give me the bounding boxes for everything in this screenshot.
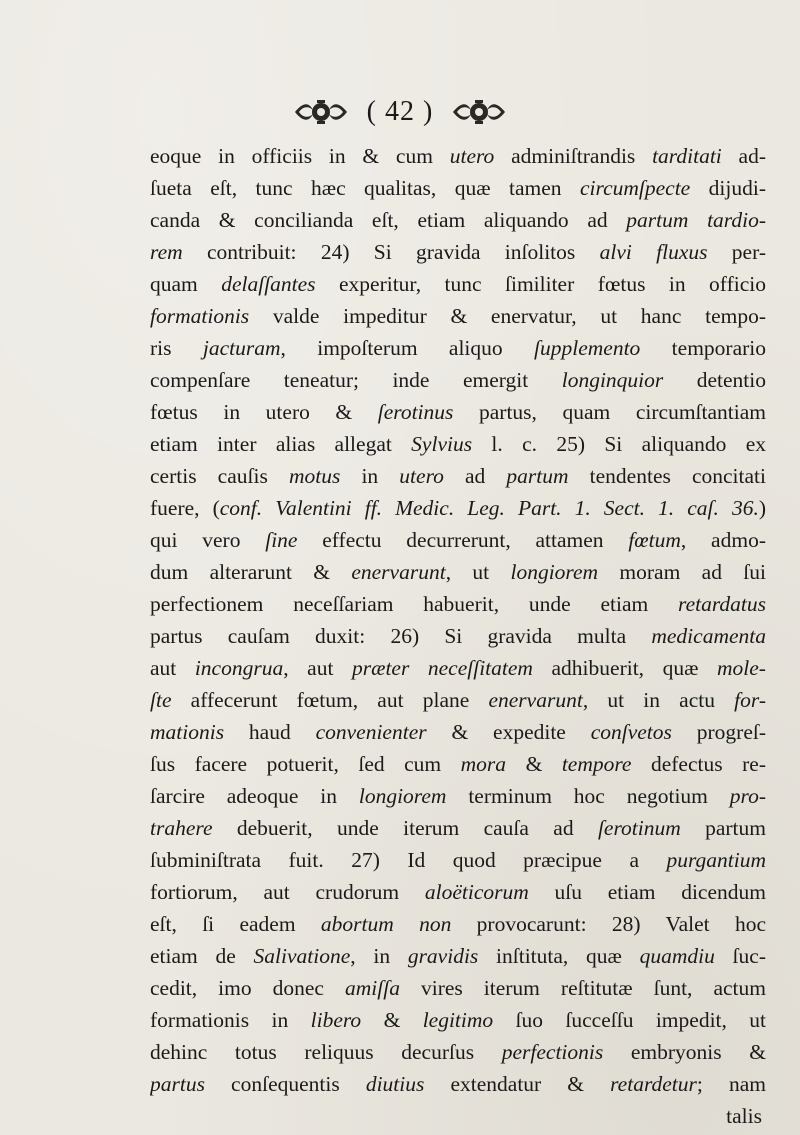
text-run: valde impeditur & enervatur, ut hanc tempo-	[249, 304, 766, 328]
italic-run: legitimo	[422, 1008, 494, 1032]
text-line	[150, 748, 766, 780]
text-line	[150, 556, 766, 588]
text-line	[150, 524, 766, 556]
text-run: , in	[350, 944, 408, 968]
italic-run: aloëticorum	[424, 880, 529, 904]
text-run: formationis in	[150, 1008, 311, 1032]
ornament-right-icon	[449, 98, 509, 126]
text-line	[150, 812, 766, 844]
italic-run: retardetur	[610, 1072, 697, 1096]
italic-run: ſerotinus	[377, 400, 454, 424]
text-run: )	[758, 496, 766, 520]
text-run: , ut in actu	[582, 688, 735, 712]
text-run: ſuc-	[714, 944, 766, 968]
text-run: certis cauſis	[150, 464, 289, 488]
page-header	[0, 92, 800, 132]
italic-run: purgantium	[666, 848, 766, 872]
italic-run: gravidis	[407, 944, 479, 968]
text-run: eoque in officiis in & cum	[150, 144, 450, 168]
text-run: dijudi-	[690, 176, 766, 200]
text-line	[150, 140, 766, 172]
text-run: qui vero	[150, 528, 266, 552]
text-run: conſequentis	[204, 1072, 366, 1096]
text-run: ad-	[721, 144, 766, 168]
ornament-left-icon	[291, 98, 351, 126]
italic-run: ſte	[150, 688, 172, 712]
italic-run: longiorem	[358, 784, 447, 808]
italic-run: motus	[288, 464, 341, 488]
text-line	[150, 204, 766, 236]
text-run: progreſ-	[671, 720, 766, 744]
page-number: ( 42 )	[366, 96, 434, 127]
italic-run: mationis	[150, 720, 225, 744]
italic-run: tempore	[561, 752, 632, 776]
italic-run: libero	[310, 1008, 362, 1032]
text-line	[150, 492, 766, 524]
text-line	[150, 652, 766, 684]
text-run: moram ad ſui	[598, 560, 766, 584]
text-run: ad	[443, 464, 507, 488]
text-run: aut	[150, 656, 195, 680]
text-line	[150, 460, 766, 492]
text-line	[150, 1004, 766, 1036]
text-line	[150, 268, 766, 300]
text-run: detentio	[663, 368, 766, 392]
italic-run: partum	[506, 464, 569, 488]
italic-run: formationis	[150, 304, 250, 328]
text-run: ris	[150, 336, 203, 360]
text-line	[150, 780, 766, 812]
text-run: tendentes concitati	[568, 464, 766, 488]
text-run: inſtituta, quæ	[478, 944, 640, 968]
text-run: l. c. 25) Si aliquando ex	[472, 432, 766, 456]
text-run: experitur, tunc ſimiliter fœtus in officio	[315, 272, 766, 296]
text-run: dehinc totus reliquus decurſus	[150, 1040, 502, 1064]
italic-run: enervarunt	[351, 560, 446, 584]
text-run: canda & concilianda eſt, etiam aliquando ad	[150, 208, 627, 232]
text-line	[150, 620, 766, 652]
italic-run: mora	[460, 752, 507, 776]
text-line	[150, 940, 766, 972]
text-run: vires iterum reſtitutæ ſunt, actum	[399, 976, 766, 1000]
text-line	[150, 588, 766, 620]
text-line	[150, 172, 766, 204]
italic-run: mole-	[717, 656, 766, 680]
text-run: ſueta eſt, tunc hæc qualitas, quæ tamen	[150, 176, 580, 200]
text-run: compenſare teneatur; inde emergit	[150, 368, 562, 392]
text-run: dum alterarunt &	[150, 560, 352, 584]
text-line	[150, 716, 766, 748]
text-line	[150, 1068, 766, 1100]
text-run: contribuit: 24) Si gravida inſolitos	[182, 240, 600, 264]
text-run: cedit, imo donec	[150, 976, 345, 1000]
italic-run: for-	[734, 688, 766, 712]
text-line	[150, 428, 766, 460]
italic-run: ſerotinum	[597, 816, 681, 840]
italic-run: abortum non	[320, 912, 452, 936]
text-line	[150, 972, 766, 1004]
text-run: & expedite	[426, 720, 591, 744]
text-line	[150, 684, 766, 716]
text-line	[150, 908, 766, 940]
text-line	[150, 332, 766, 364]
italic-run: tarditati	[652, 144, 722, 168]
italic-run: enervarunt	[488, 688, 583, 712]
text-run: quam	[150, 272, 222, 296]
italic-run: amiſſa	[345, 976, 400, 1000]
italic-run: pro-	[729, 784, 766, 808]
text-run: partus, quam circumſtantiam	[453, 400, 766, 424]
italic-run: delaſſantes	[221, 272, 316, 296]
text-run: &	[361, 1008, 423, 1032]
italic-run: rem	[150, 240, 183, 264]
italic-run: longinquior	[561, 368, 664, 392]
text-run: adminiſtrandis	[494, 144, 653, 168]
text-run: perfectionem neceſſariam habuerit, unde etiam	[150, 592, 678, 616]
italic-run: trahere	[150, 816, 213, 840]
text-run: provocarunt: 28) Valet hoc	[451, 912, 766, 936]
text-run: effectu decurrerunt, attamen	[297, 528, 629, 552]
text-run: ſus facere potuerit, ſed cum	[150, 752, 461, 776]
italic-run: præter neceſſitatem	[351, 656, 533, 680]
text-run: ſubminiſtrata fuit. 27) Id quod præcipue a	[150, 848, 667, 872]
text-run: ſuo ſucceſſu impedit, ut	[493, 1008, 766, 1032]
italic-run: conſvetos	[590, 720, 672, 744]
text-run: fortiorum, aut crudorum	[150, 880, 425, 904]
italic-run: utero	[399, 464, 444, 488]
text-run: , admo-	[680, 528, 766, 552]
italic-run: partus	[150, 1072, 205, 1096]
text-line	[150, 236, 766, 268]
italic-run: conf. Valentini ff. Medic. Leg. Part. 1. Sect. 1. caſ. 36.	[219, 496, 759, 520]
text-run: etiam inter alias allegat	[150, 432, 412, 456]
text-run: per-	[707, 240, 766, 264]
text-run: haud	[224, 720, 316, 744]
italic-run: Salivatione	[253, 944, 351, 968]
text-run: debuerit, unde iterum cauſa ad	[212, 816, 598, 840]
italic-run: medicamenta	[651, 624, 766, 648]
text-run: , impoſterum aliquo	[280, 336, 535, 360]
text-run: , aut	[283, 656, 352, 680]
text-run: in	[340, 464, 400, 488]
text-run: &	[506, 752, 562, 776]
italic-run: perfectionis	[501, 1040, 604, 1064]
text-run: talis	[726, 1104, 762, 1128]
text-run: partum	[680, 816, 766, 840]
text-run: ſarcire adeoque in	[150, 784, 359, 808]
italic-run: longiorem	[510, 560, 599, 584]
text-run: etiam de	[150, 944, 254, 968]
text-line	[150, 1100, 766, 1132]
text-run: defectus re-	[631, 752, 766, 776]
text-run: partus cauſam duxit: 26) Si gravida multa	[150, 624, 652, 648]
text-line	[150, 1036, 766, 1068]
italic-run: quamdiu	[639, 944, 715, 968]
text-line	[150, 364, 766, 396]
text-line	[150, 876, 766, 908]
text-run: fuere, (	[150, 496, 220, 520]
text-run: fœtus in utero &	[150, 400, 378, 424]
text-line	[150, 396, 766, 428]
italic-run: ſine	[265, 528, 298, 552]
text-run: temporario	[640, 336, 766, 360]
italic-run: circumſpecte	[579, 176, 691, 200]
text-line	[150, 300, 766, 332]
italic-run: diutius	[365, 1072, 425, 1096]
text-run: terminum hoc negotium	[446, 784, 730, 808]
italic-run: ſupplemento	[534, 336, 641, 360]
italic-run: retardatus	[678, 592, 766, 616]
text-run: ; nam	[696, 1072, 766, 1096]
text-line	[150, 844, 766, 876]
text-run: affecerunt fœtum, aut plane	[171, 688, 489, 712]
italic-run: fœtum	[628, 528, 681, 552]
italic-run: convenienter	[315, 720, 427, 744]
italic-run: Sylvius	[411, 432, 473, 456]
text-run: adhibuerit, quæ	[532, 656, 718, 680]
italic-run: jacturam	[202, 336, 281, 360]
text-run: extendatur &	[424, 1072, 611, 1096]
italic-run: partum tardio-	[626, 208, 766, 232]
italic-run: incongrua	[194, 656, 284, 680]
text-run: eſt, ſi eadem	[150, 912, 321, 936]
body-text	[150, 140, 766, 1132]
text-run: embryonis &	[603, 1040, 766, 1064]
italic-run: alvi fluxus	[599, 240, 708, 264]
text-run: , ut	[445, 560, 511, 584]
text-run: uſu etiam dicendum	[528, 880, 766, 904]
italic-run: utero	[449, 144, 495, 168]
